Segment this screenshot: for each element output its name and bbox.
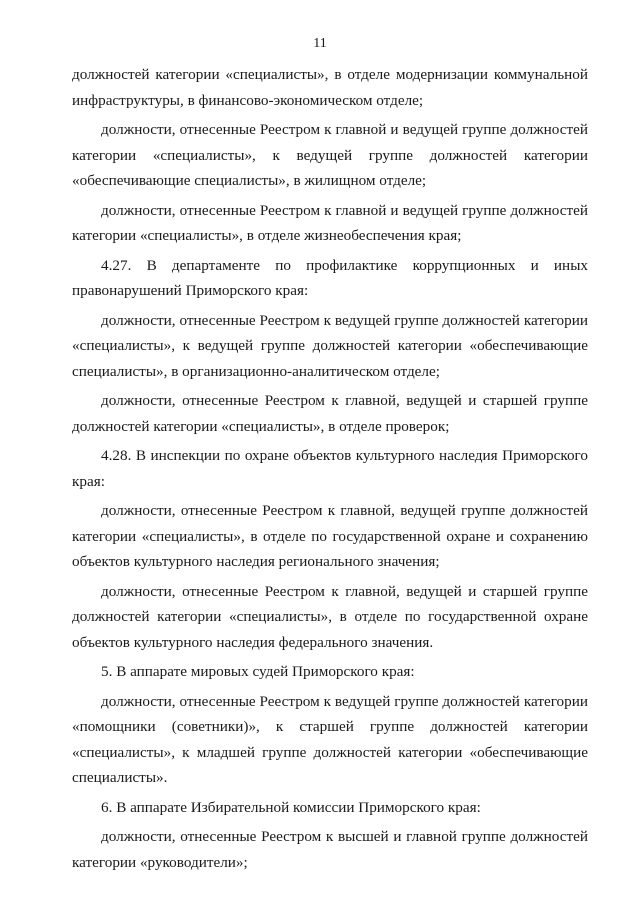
paragraph: должности, отнесенные Реестром к главной и ведущей группе должностей категории «специалисты», в отделе жизнеобеспечения края; xyxy=(72,201,588,244)
section-heading-4-27: 4.27. В департаменте по профилактике коррупционных и иных правонарушений Приморского края: xyxy=(72,256,588,299)
section-heading-5: 5. В аппарате мировых судей Приморского края: xyxy=(101,663,415,680)
page-number: 11 xyxy=(313,36,327,51)
section-heading-6: 6. В аппарате Избирательной комиссии Приморского края: xyxy=(101,798,481,816)
paragraph: должностей категории «специалисты», в отделе модернизации коммунальной инфраструктуры, в финансово-экономическом отделе; xyxy=(72,66,588,109)
document-body xyxy=(72,62,588,879)
paragraph: должности, отнесенные Реестром к ведущей группе должностей категории «помощники (советники)», к старшей группе должностей категории «специалисты», к младшей группе должностей категории «обеспечивающие специалисты». xyxy=(72,692,588,786)
paragraph: должности, отнесенные Реестром к главной, ведущей группе должностей категории «специалисты», в отделе по государственной охране и сохранению объектов культурного наследия регионального значения; xyxy=(72,502,588,570)
section-heading-4-28: 4.28. В инспекции по охране объектов культурного наследия Приморского края: xyxy=(72,447,588,490)
paragraph: должности, отнесенные Реестром к главной и ведущей группе должностей категории «специалисты», к ведущей группе должностей категории «обеспечивающие специалисты», в жилищном отделе; xyxy=(72,121,588,189)
paragraph: должности, отнесенные Реестром к главной, ведущей и старшей группе должностей категории «специалисты», в отделе по государственной охране объектов культурного наследия федерального значения. xyxy=(72,582,588,651)
paragraph: должности, отнесенные Реестром к высшей и главной группе должностей категории «руководители»; xyxy=(72,828,588,871)
paragraph: должности, отнесенные Реестром к ведущей группе должностей категории «специалисты», к ведущей группе должностей категории «обеспечивающие специалисты», в организационно-аналитическом отделе; xyxy=(72,311,588,380)
paragraph: должности, отнесенные Реестром к главной, ведущей и старшей группе должностей категории «специалисты», в отделе проверок; xyxy=(72,392,588,435)
